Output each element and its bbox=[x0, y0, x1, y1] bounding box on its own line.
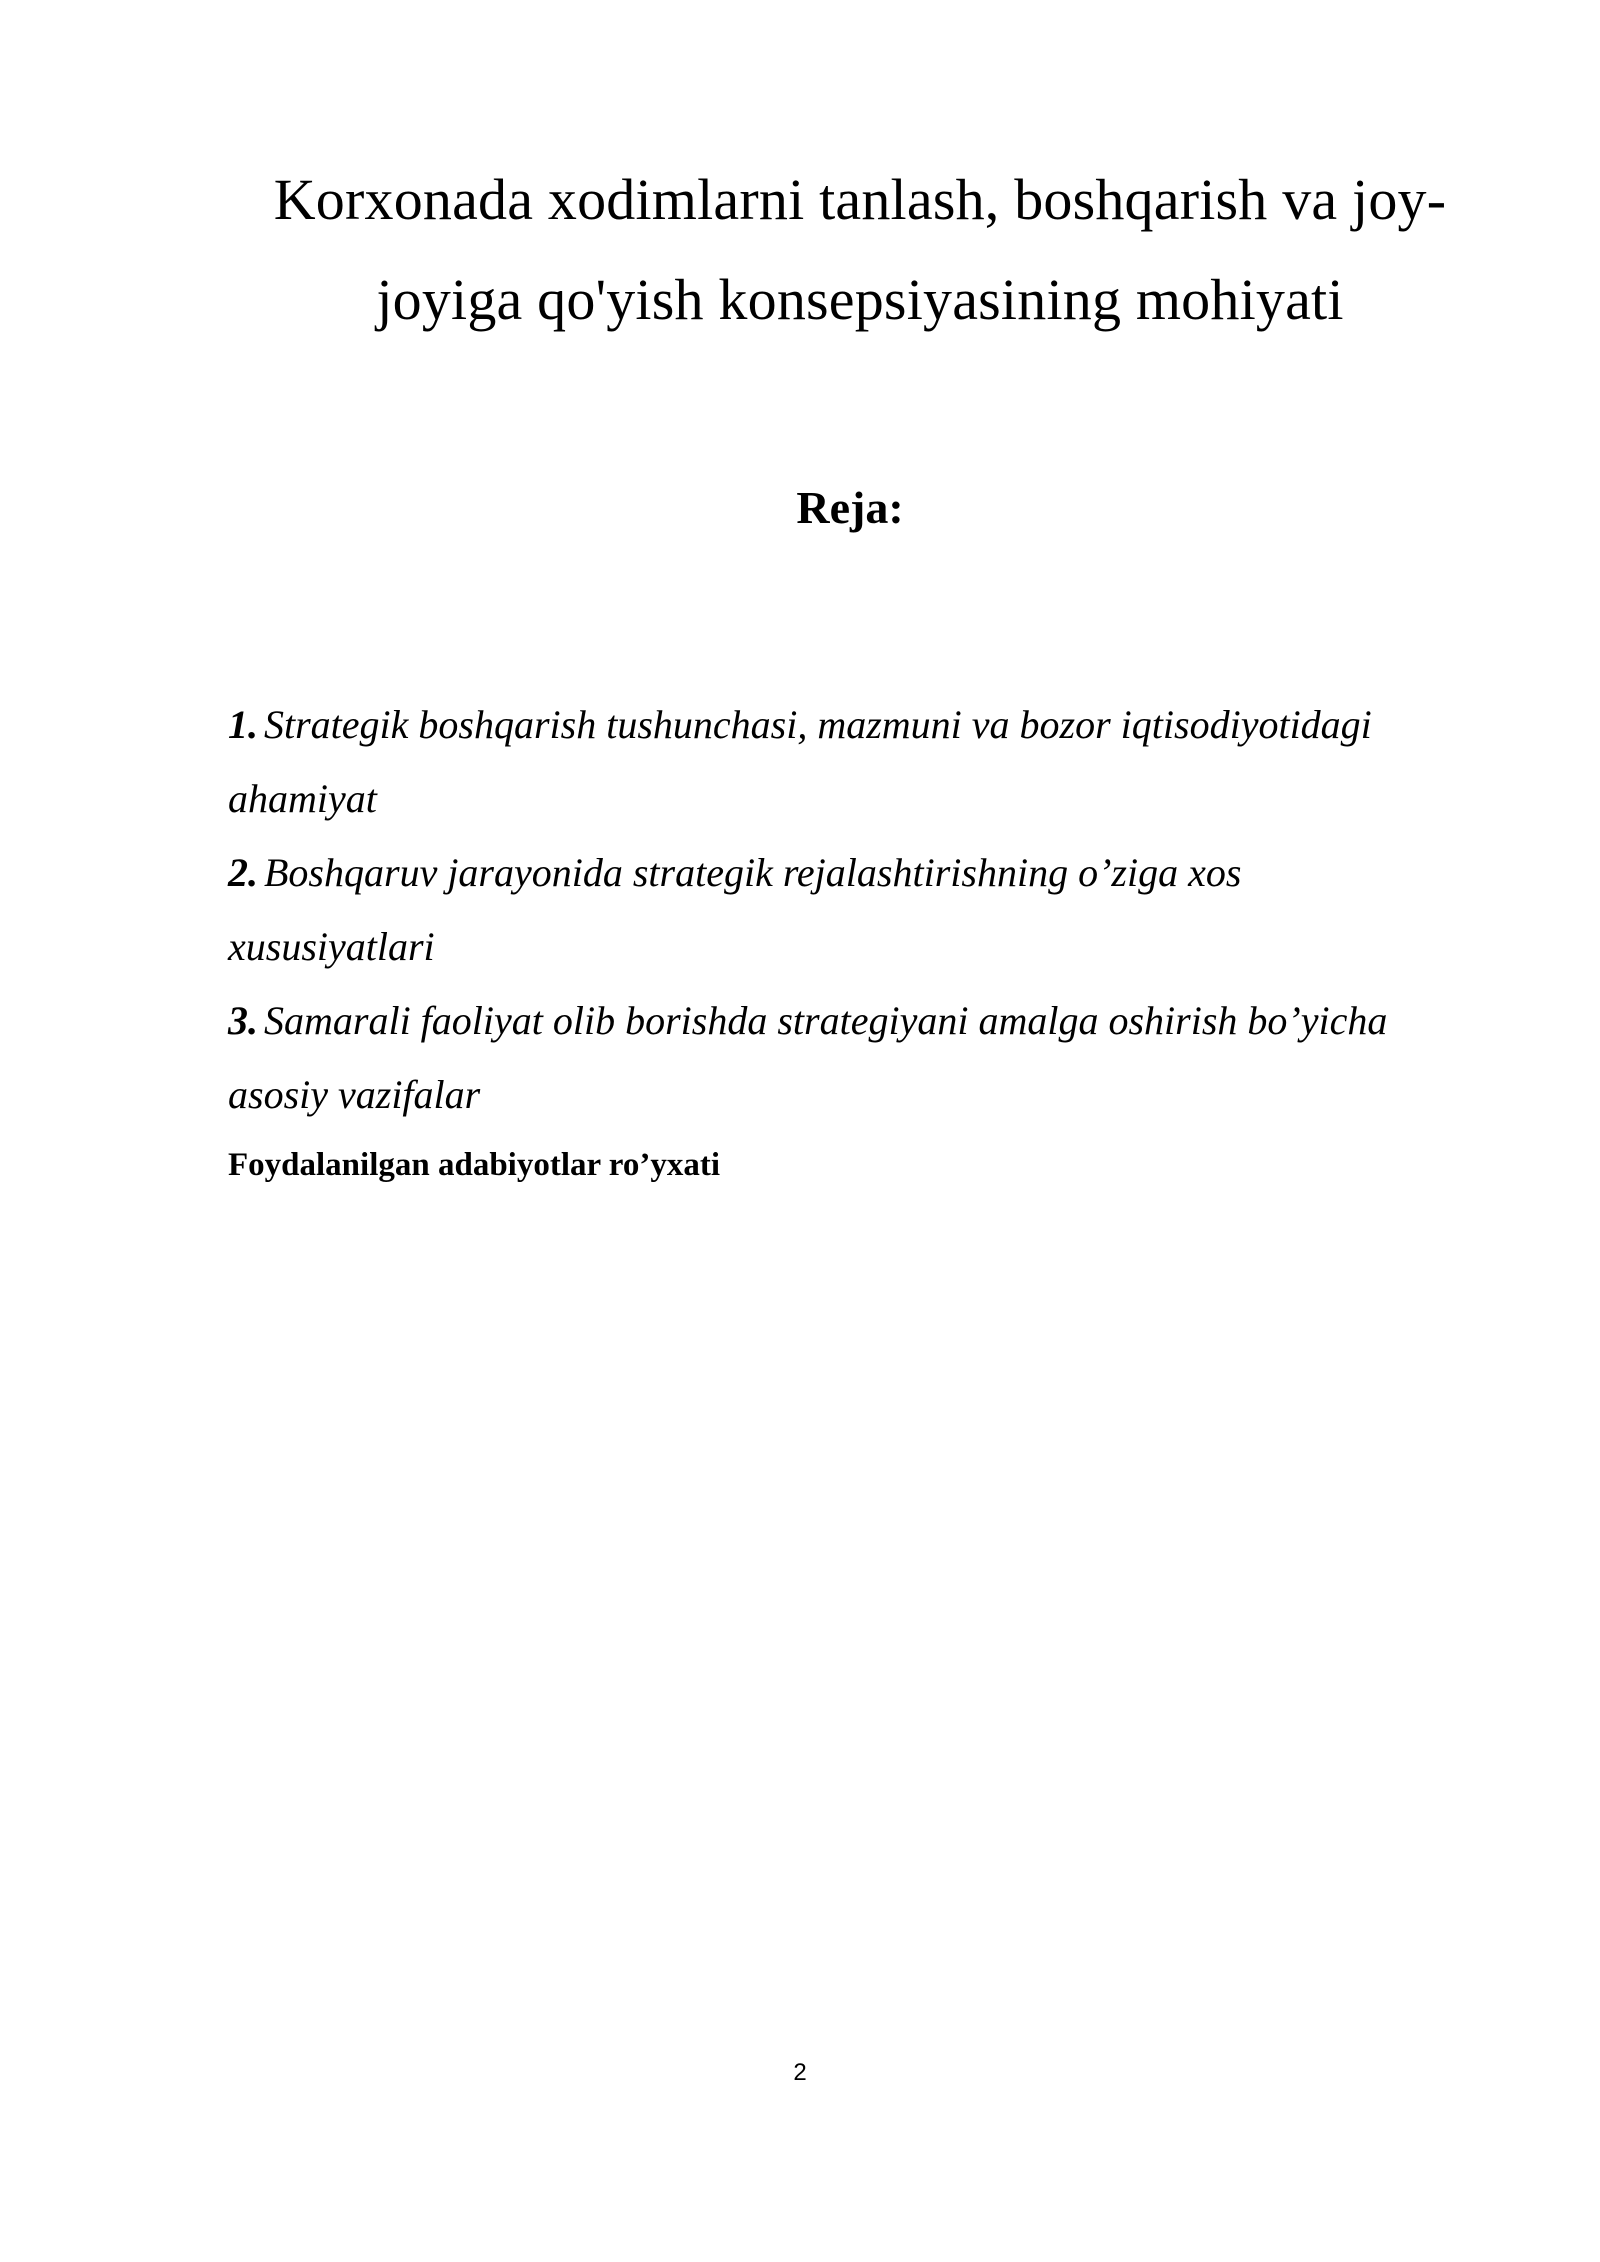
document-title-line-2: joyiga qo'yish konsepsiyasining mohiyati bbox=[376, 267, 1344, 332]
document-title-line-1: Korxonada xodimlarni tanlash, boshqarish va joy- bbox=[273, 167, 1447, 232]
document-title bbox=[240, 150, 1480, 350]
plan-item-first-line bbox=[228, 836, 1528, 910]
references-heading: Foydalanilgan adabiyotlar ro’yxati bbox=[228, 1147, 721, 1183]
page-number: 2 bbox=[793, 2059, 807, 2086]
plan-item-first-line bbox=[228, 688, 1528, 762]
plan-item bbox=[228, 688, 1528, 836]
plan-item-text: Boshqaruv jarayonida strategik rejalashtirishning o’ziga xos bbox=[264, 850, 1242, 895]
plan-heading: Reja: bbox=[796, 482, 904, 533]
plan-item-number: 1. bbox=[228, 702, 258, 747]
plan-item-number: 3. bbox=[228, 998, 258, 1043]
plan-item-continuation: ahamiyat bbox=[228, 776, 377, 821]
plan-item-text: Strategik boshqarish tushunchasi, mazmuni va bozor iqtisodiyotidagi bbox=[264, 702, 1372, 747]
plan-item-number: 2. bbox=[228, 850, 258, 895]
plan-item-text: Samarali faoliyat olib borishda strategiyani amalga oshirish bo’yicha bbox=[264, 998, 1388, 1043]
plan-item-continuation: asosiy vazifalar bbox=[228, 1072, 481, 1117]
plan-item-first-line bbox=[228, 984, 1528, 1058]
plan-item-continuation: xususiyatlari bbox=[228, 924, 435, 969]
plan-item bbox=[228, 984, 1528, 1132]
plan-list bbox=[228, 688, 1528, 1132]
plan-item bbox=[228, 836, 1528, 984]
